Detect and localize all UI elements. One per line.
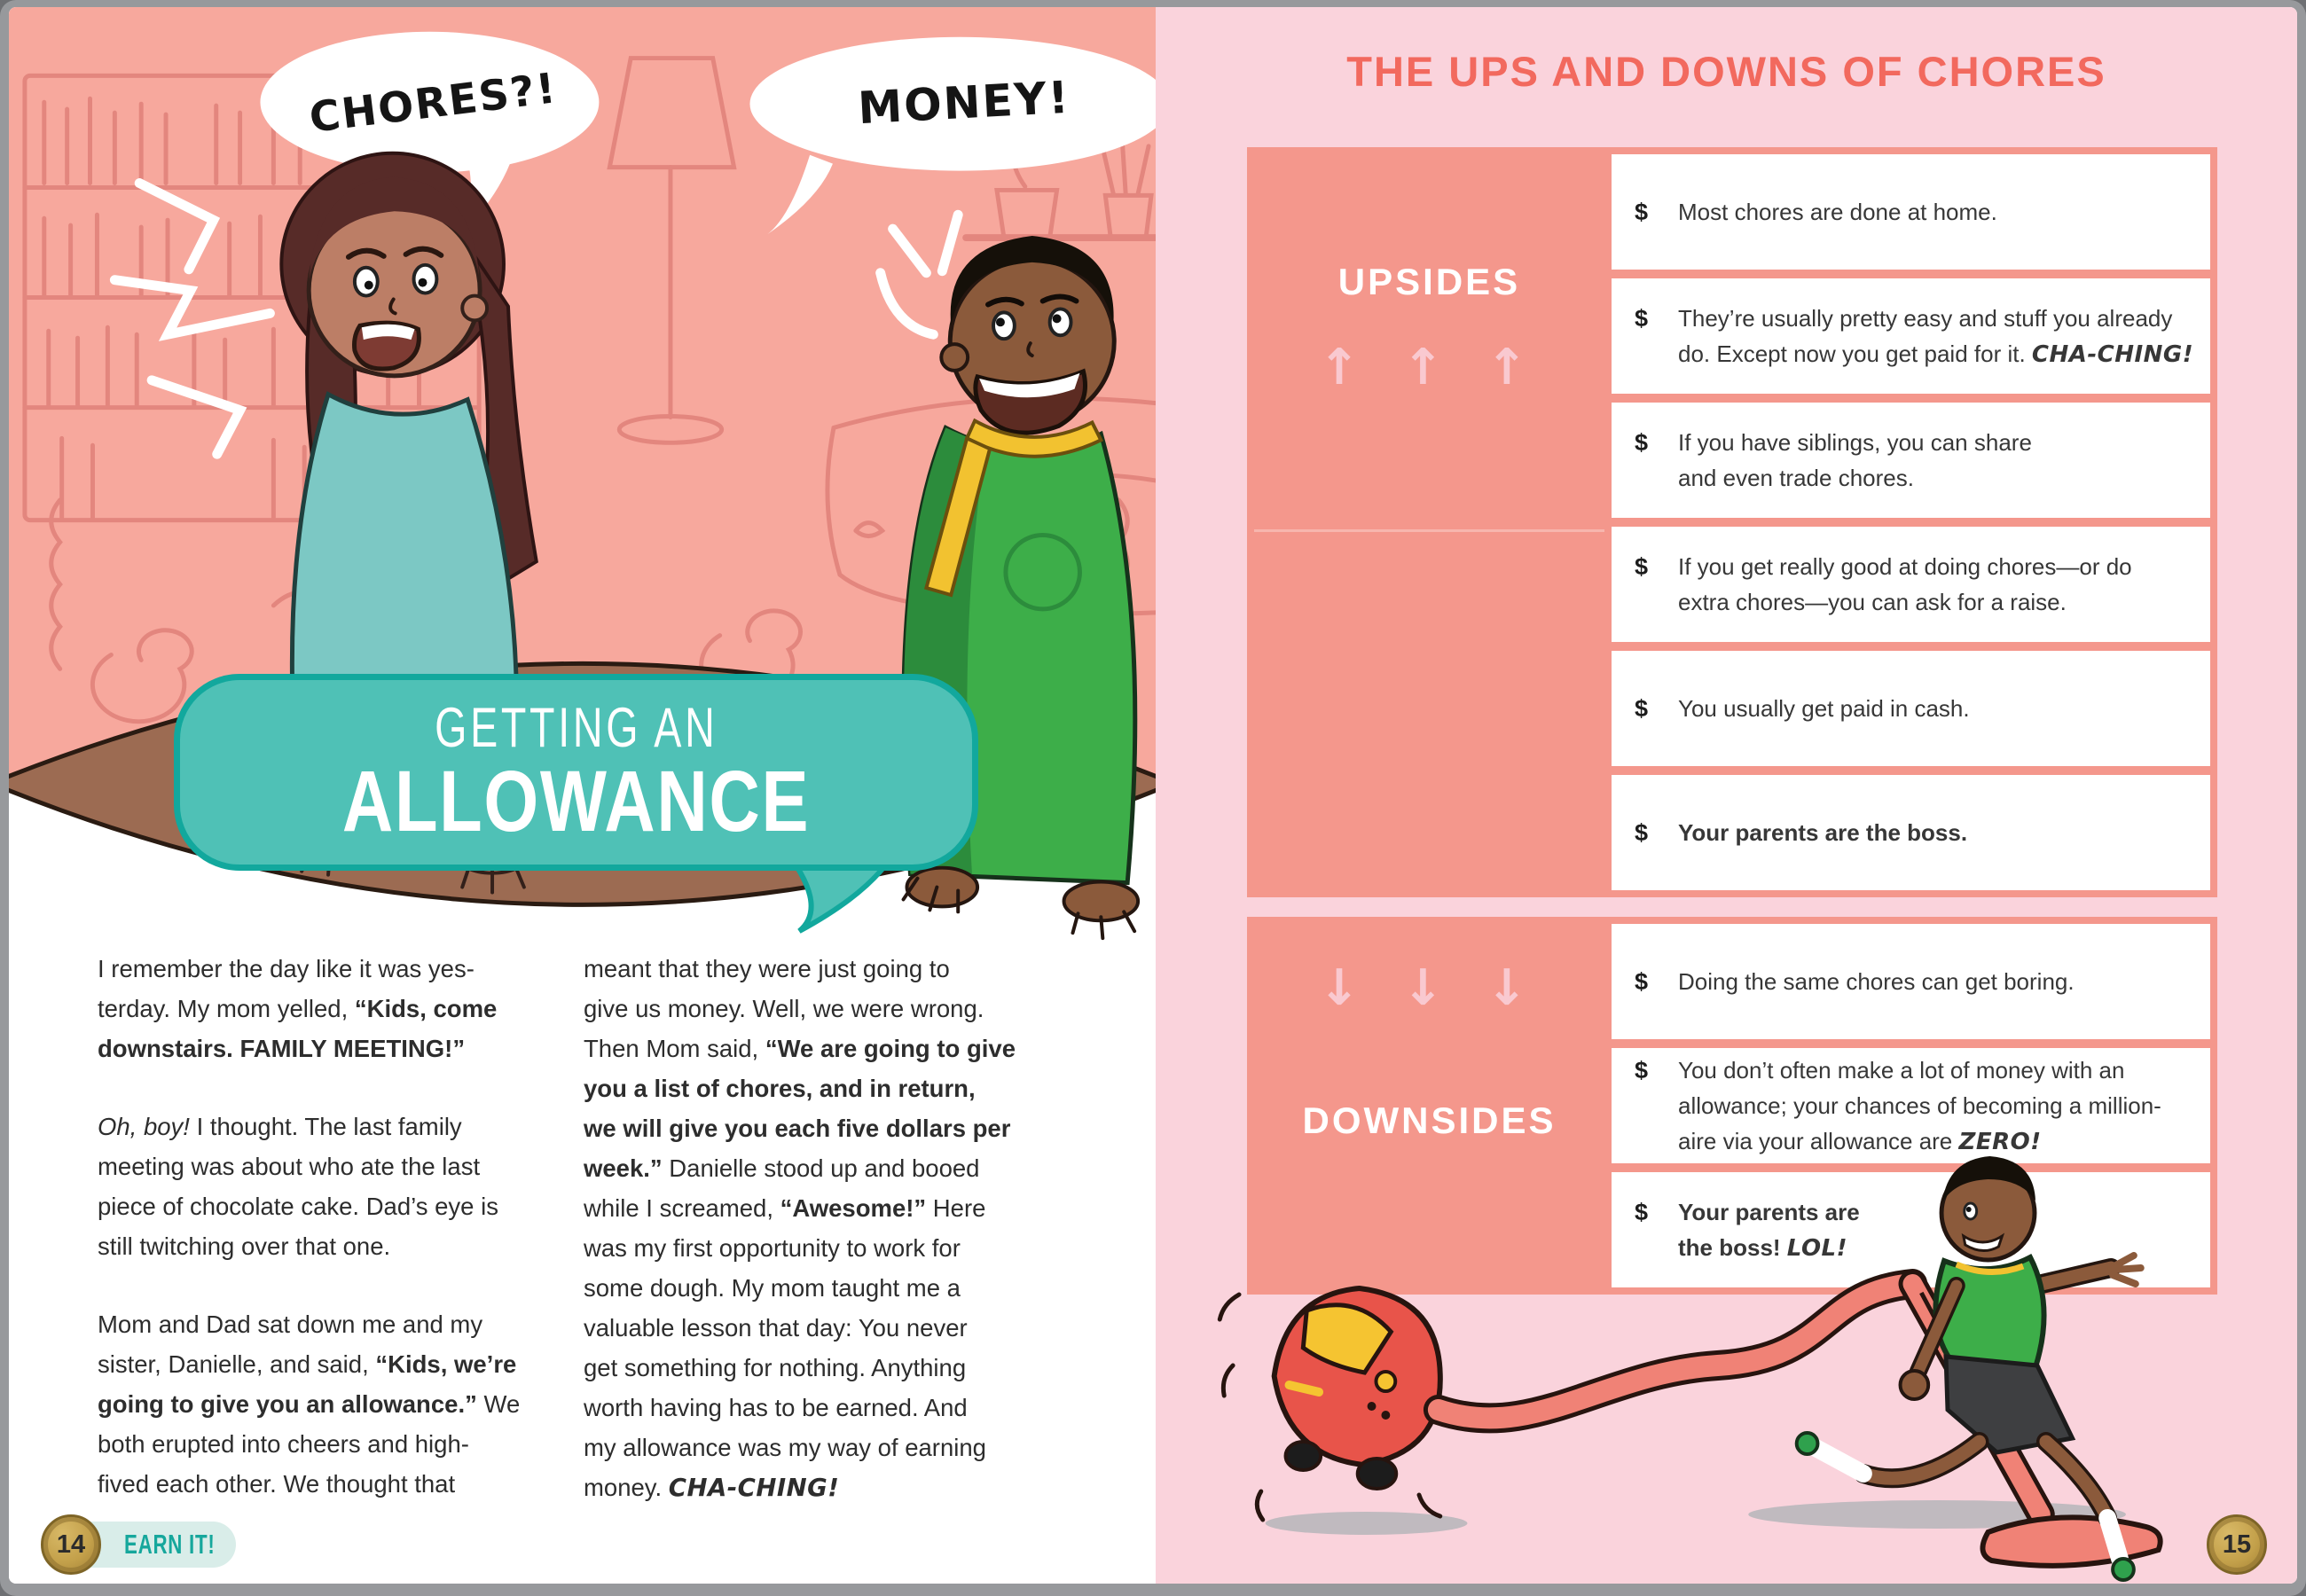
row-content (1635, 425, 2032, 496)
row-text (1678, 964, 2075, 999)
upsides-table (1247, 147, 2217, 897)
dollar-icon: $ (1635, 553, 1649, 580)
sidebar-divider (1254, 529, 1604, 532)
up-arrows-icon: ↑ ↑ ↑ (1318, 339, 1541, 396)
text-run: They’re usually pretty easy and stuff you already (1678, 304, 2173, 332)
text-run: “Awesome!” (780, 1194, 927, 1222)
paragraph (98, 1107, 594, 1266)
text-run: you a list of chores, and in return, (584, 1075, 976, 1102)
dollar-icon: $ (1635, 968, 1649, 995)
chapter-title-bubble (174, 674, 978, 871)
text-run: CHA-CHING! (2031, 340, 2194, 368)
text-run: while I screamed, (584, 1194, 780, 1222)
text-run: money. (584, 1474, 669, 1501)
dollar-icon: $ (1635, 695, 1649, 722)
paragraph (98, 1304, 594, 1504)
text-run: sister, Danielle, and said, (98, 1350, 376, 1378)
row-content (1635, 964, 2075, 999)
page-left (9, 7, 1156, 1584)
text-run: “Kids, come (354, 995, 498, 1022)
text-run: Oh, boy! (98, 1113, 190, 1140)
text-run: Danielle stood up and booed (662, 1154, 980, 1182)
text-run: worth having has to be earned. And (584, 1394, 968, 1421)
text-run: You usually get paid in cash. (1678, 695, 1970, 722)
spread (9, 7, 2297, 1584)
row-content (1635, 194, 1997, 230)
text-run: Your parents are the boss. (1678, 819, 1968, 846)
upsides-sidebar (1254, 154, 1604, 890)
upside-row (1612, 527, 2210, 642)
text-run: allowance; your chances of becoming a million- (1678, 1091, 2161, 1119)
downside-row (1612, 924, 2210, 1039)
text-run: I thought. The last family (189, 1113, 462, 1140)
row-text (1678, 815, 1967, 850)
dollar-icon: $ (1635, 1198, 1649, 1225)
text-run: Then Mom said, (584, 1035, 765, 1062)
upsides-label: UPSIDES (1337, 261, 1521, 302)
text-run: piece of chocolate cake. Dad’s eye is (98, 1193, 498, 1220)
text-run: ZERO! (1958, 1128, 2042, 1155)
text-run: terday. My mom yelled, (98, 995, 355, 1022)
page-title: THE UPS AND DOWNS OF CHORES (1346, 48, 2106, 95)
text-run: Mom and Dad sat down me and my (98, 1310, 483, 1338)
text-run: aire via your allowance are (1678, 1127, 1959, 1154)
row-text (1678, 425, 2032, 496)
text-run: LOL! (1786, 1234, 1847, 1262)
down-arrows-icon: ↓ ↓ ↓ (1318, 959, 1541, 1017)
text-run: week.” (584, 1154, 663, 1182)
text-run: valuable lesson that day: You never (584, 1314, 968, 1342)
dollar-icon: $ (1635, 1056, 1649, 1084)
upside-row (1612, 403, 2210, 518)
text-run: meant that they were just going to (584, 955, 950, 982)
text-run: the boss! (1678, 1233, 1787, 1261)
text-run: If you have siblings, you can share (1678, 429, 2032, 456)
text-run: You don’t often make a lot of money with an (1678, 1056, 2125, 1084)
body-column-1 (98, 949, 594, 1542)
text-run: CHA-CHING! (668, 1474, 840, 1502)
page-number-left: 14 (56, 1530, 86, 1559)
dollar-icon: $ (1635, 429, 1649, 456)
text-run: Your parents are (1678, 1198, 1860, 1225)
row-text (1678, 549, 2132, 620)
text-run: we will give you each five dollars per (584, 1115, 1011, 1142)
text-run: meeting was about who ate the last (98, 1153, 481, 1180)
page-right (1156, 7, 2297, 1584)
dollar-icon: $ (1635, 199, 1649, 225)
row-content (1635, 691, 1970, 726)
dollar-icon: $ (1635, 304, 1649, 332)
body-column-2 (584, 949, 1107, 1546)
chapter-title-line-1: GETTING AN (434, 697, 718, 759)
speech-bubble-money-text: MONEY! (857, 71, 1071, 135)
vacuum-canister (1220, 1288, 1440, 1520)
upside-row (1612, 651, 2210, 766)
upsides-rows (1612, 154, 2210, 890)
text-run: give us money. Well, we were wrong. (584, 995, 984, 1022)
page-number-right: 15 (2222, 1530, 2252, 1559)
text-run: was my first opportunity to work for (584, 1234, 961, 1262)
chapter-title-line-2: ALLOWANCE (341, 753, 811, 849)
paragraph (98, 949, 594, 1068)
text-run: We (476, 1390, 521, 1418)
speech-bubble-chores-text: CHORES?! (306, 63, 561, 143)
text-run: Doing the same chores can get boring. (1678, 968, 2075, 995)
text-run: both erupted into cheers and high- (98, 1430, 469, 1458)
text-run: do. Except now you get paid for it. (1678, 340, 2032, 367)
row-content (1635, 301, 2193, 372)
text-run: I remember the day like it was yes- (98, 955, 475, 982)
downsides-label: DOWNSIDES (1302, 1099, 1557, 1141)
earn-it-badge-label: EARN IT! (124, 1529, 216, 1560)
text-run: Most chores are done at home. (1678, 199, 1997, 225)
text-run: Here (926, 1194, 986, 1222)
text-run: extra chores—you can ask for a raise. (1678, 589, 2067, 615)
text-run: get something for nothing. Anything (584, 1354, 967, 1381)
row-text (1678, 301, 2193, 372)
text-run: going to give you an allowance.” (98, 1390, 477, 1418)
upside-row (1612, 775, 2210, 890)
text-run: some dough. My mom taught me a (584, 1274, 961, 1302)
upside-row (1612, 154, 2210, 270)
row-text (1678, 691, 1970, 726)
speech-bubble-money (780, 43, 1148, 161)
text-run: my allowance was my way of earning (584, 1434, 986, 1461)
text-run: still twitching over that one. (98, 1232, 391, 1260)
upside-row (1612, 278, 2210, 394)
paragraph (584, 949, 1107, 1508)
text-run: “We are going to give (765, 1035, 1016, 1062)
row-content (1635, 549, 2132, 620)
row-text (1678, 194, 1997, 230)
text-run: downstairs. FAMILY MEETING!” (98, 1035, 466, 1062)
text-run: If you get really good at doing chores—or do (1678, 553, 2132, 580)
row-content (1635, 815, 1967, 850)
page-number-coin-15 (2207, 1514, 2267, 1575)
vacuum-illustration (1156, 1144, 2297, 1584)
text-run: and even trade chores. (1678, 465, 1914, 491)
text-run: “Kids, we’re (375, 1350, 517, 1378)
dollar-icon: $ (1635, 819, 1649, 846)
page-number-coin-14 (41, 1514, 101, 1575)
text-run: fived each other. We thought that (98, 1470, 456, 1498)
